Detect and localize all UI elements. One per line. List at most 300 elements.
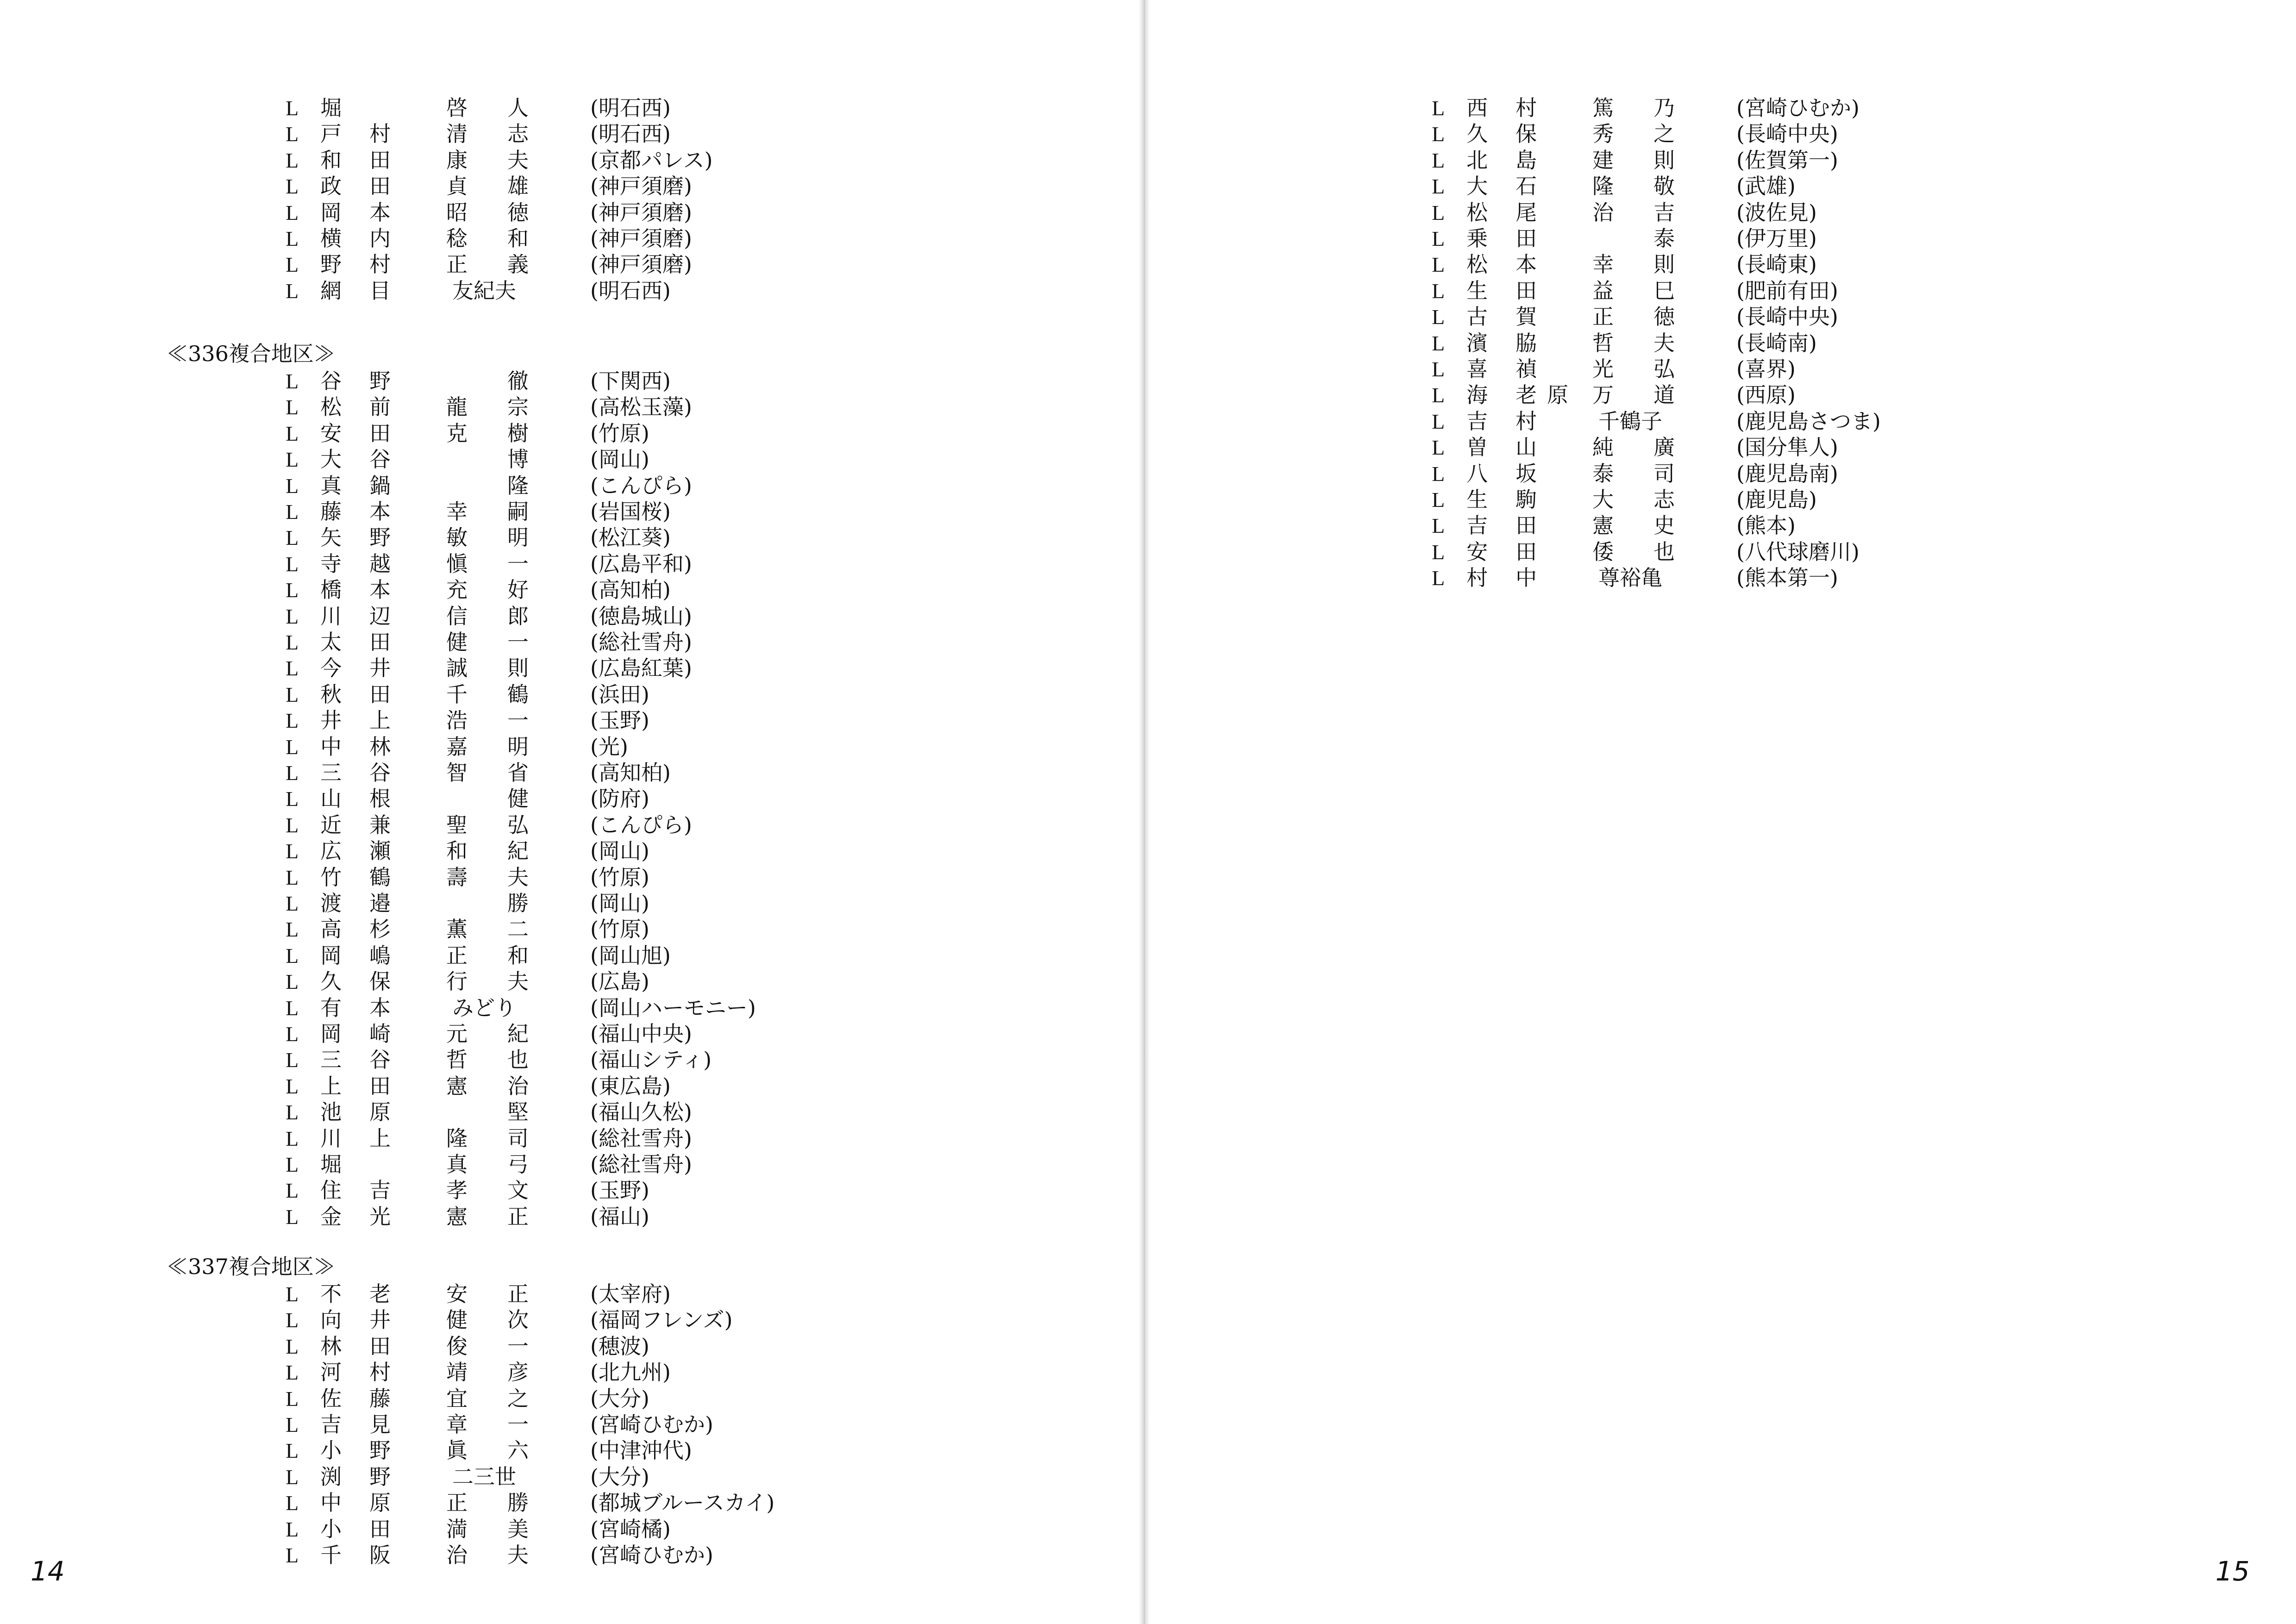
given-name-char: 秀 xyxy=(1592,121,1614,146)
surname-char: 井 xyxy=(369,1307,391,1332)
club-name: (東広島) xyxy=(590,1074,671,1099)
member-row xyxy=(286,394,1073,420)
given-name-char: 宜 xyxy=(446,1386,468,1411)
given-name-char: 益 xyxy=(1592,278,1614,303)
member-row xyxy=(1432,278,2219,304)
surname-char: 河 xyxy=(320,1360,342,1385)
club-name: (中津沖代) xyxy=(590,1438,692,1463)
surname-char: 秋 xyxy=(320,682,342,707)
surname-char: 広 xyxy=(320,838,342,863)
club-name: (福岡フレンズ) xyxy=(590,1307,733,1332)
surname-char: 田 xyxy=(1516,539,1537,564)
club-name: (岡山) xyxy=(590,891,649,916)
given-name-char: 彦 xyxy=(507,1360,529,1385)
surname-char: 上 xyxy=(369,708,391,733)
member-prefix-l xyxy=(1432,200,1445,226)
surname-char: 上 xyxy=(320,1074,342,1099)
given-name-char: 安 xyxy=(446,1281,468,1306)
member-row xyxy=(286,1333,1073,1359)
club-name: (神戸須磨) xyxy=(590,226,692,251)
surname-char: 見 xyxy=(369,1412,391,1437)
member-row xyxy=(1432,356,2219,382)
surname-char: 本 xyxy=(369,995,391,1020)
member-row xyxy=(1432,382,2219,408)
member-prefix-l xyxy=(1432,434,1445,461)
club-name: (熊本) xyxy=(1736,513,1796,538)
given-name-char: 隆 xyxy=(1592,174,1614,199)
given-name-char: 俊 xyxy=(446,1334,468,1359)
surname-char: 喜 xyxy=(1466,356,1488,381)
district-heading: ≪336複合地区≫ xyxy=(167,341,335,366)
member-prefix-l xyxy=(286,1490,299,1516)
given-name-char: 夫 xyxy=(507,969,529,994)
given-name-char: 貞 xyxy=(446,174,468,199)
surname-char: 原 xyxy=(1547,382,1568,407)
surname-char: 中 xyxy=(1516,565,1537,590)
surname-char: 瀬 xyxy=(369,838,391,863)
given-name-char: 満 xyxy=(446,1517,468,1542)
member-row xyxy=(286,812,1073,838)
surname-char: 有 xyxy=(320,995,342,1020)
member-row xyxy=(1432,251,2219,277)
member-row xyxy=(286,147,1073,173)
member-row xyxy=(1432,565,2219,591)
given-name-char: 健 xyxy=(446,630,468,655)
member-prefix-l xyxy=(286,525,299,551)
given-name-char: 健 xyxy=(446,1307,468,1332)
member-prefix-l xyxy=(286,251,299,278)
given-name-char: 二 xyxy=(507,917,529,942)
given-name-char: 千 xyxy=(446,682,468,707)
club-name: (福山シティ) xyxy=(590,1047,712,1072)
surname-char: 吉 xyxy=(1466,513,1488,538)
given-name-char: 倭 xyxy=(1592,539,1614,564)
given-name-char: 鶴 xyxy=(507,682,529,707)
club-name: (広島平和) xyxy=(590,551,692,576)
member-row xyxy=(1432,539,2219,565)
surname-char: 久 xyxy=(1466,121,1488,146)
surname-char: 村 xyxy=(369,1360,391,1385)
club-name: (長崎東) xyxy=(1736,252,1817,277)
given-name-char: 憲 xyxy=(446,1204,468,1229)
surname-char: 吉 xyxy=(1466,409,1488,434)
surname-char: 林 xyxy=(369,734,391,759)
member-row xyxy=(286,1516,1073,1542)
member-row xyxy=(1432,121,2219,147)
page-number-right: 15 xyxy=(2215,1555,2250,1587)
member-row xyxy=(286,577,1073,603)
member-prefix-l xyxy=(286,1464,299,1490)
surname-char: 嶋 xyxy=(369,943,391,968)
member-prefix-l xyxy=(1432,565,1445,591)
member-row xyxy=(286,681,1073,707)
member-row xyxy=(286,1464,1073,1490)
member-prefix-l xyxy=(286,1047,299,1073)
member-prefix-l xyxy=(286,916,299,943)
member-prefix-l xyxy=(286,1333,299,1360)
member-row xyxy=(286,473,1073,499)
surname-char: 鍋 xyxy=(369,473,391,498)
member-row xyxy=(286,838,1073,864)
member-row xyxy=(286,525,1073,550)
surname-char: 太 xyxy=(320,630,342,655)
member-row xyxy=(286,1437,1073,1463)
club-name: (高松玉藻) xyxy=(590,394,692,419)
surname-char: 原 xyxy=(369,1490,391,1515)
surname-char: 今 xyxy=(320,656,342,681)
member-prefix-l xyxy=(1432,539,1445,565)
given-name-char: 隆 xyxy=(507,473,529,498)
member-prefix-l xyxy=(286,95,299,121)
given-name-char: 之 xyxy=(1653,121,1675,146)
given-name-char: 正 xyxy=(446,1490,468,1515)
given-name-char: 和 xyxy=(507,226,529,251)
member-prefix-l xyxy=(286,147,299,174)
given-name-char: 郎 xyxy=(507,604,529,629)
given-name-char: 健 xyxy=(507,786,529,811)
surname-char: 池 xyxy=(320,1099,342,1124)
surname-char: 堀 xyxy=(320,1152,342,1177)
given-name-char: 正 xyxy=(446,252,468,277)
surname-char: 古 xyxy=(1466,304,1488,329)
club-name: (大分) xyxy=(590,1386,649,1411)
club-name: (長崎中央) xyxy=(1736,304,1838,329)
surname-char: 久 xyxy=(320,969,342,994)
surname-char: 堀 xyxy=(320,95,342,120)
member-prefix-l xyxy=(286,1437,299,1464)
club-name: (下関西) xyxy=(590,369,671,394)
club-name: (福山久松) xyxy=(590,1099,692,1124)
surname-char: 本 xyxy=(369,499,391,524)
club-name: (こんぴら) xyxy=(590,473,692,498)
given-name-char: 志 xyxy=(1653,487,1675,512)
given-name-char: 元 xyxy=(446,1021,468,1046)
member-row xyxy=(1432,434,2219,460)
member-prefix-l xyxy=(1432,147,1445,174)
member-row xyxy=(286,1099,1073,1125)
club-name: (松江葵) xyxy=(590,525,671,550)
member-prefix-l xyxy=(1432,278,1445,304)
surname-char: 岡 xyxy=(320,1021,342,1046)
club-name: (穂波) xyxy=(590,1334,649,1359)
surname-char: 本 xyxy=(1516,252,1537,277)
club-name: (佐賀第一) xyxy=(1736,148,1838,173)
club-name: (岡山) xyxy=(590,838,649,863)
member-row xyxy=(1432,200,2219,225)
given-name-char: 道 xyxy=(1653,382,1675,407)
given-name-char: 紀 xyxy=(507,838,529,863)
member-row xyxy=(286,200,1073,225)
member-row xyxy=(286,121,1073,147)
given-name-char: 治 xyxy=(1592,200,1614,225)
member-prefix-l xyxy=(286,551,299,577)
member-prefix-l xyxy=(1432,461,1445,487)
surname-char: 田 xyxy=(369,148,391,173)
given-name-char: 乃 xyxy=(1653,95,1675,120)
given-name-char: 則 xyxy=(507,656,529,681)
surname-char: 岡 xyxy=(320,200,342,225)
member-row xyxy=(1432,225,2219,251)
given-name-char: 義 xyxy=(507,252,529,277)
member-row xyxy=(286,603,1073,629)
member-prefix-l xyxy=(1432,95,1445,121)
surname-char: 村 xyxy=(1516,409,1537,434)
club-name: (徳島城山) xyxy=(590,604,692,629)
club-name: (高知柏) xyxy=(590,577,671,602)
given-name-char: 堅 xyxy=(507,1099,529,1124)
member-prefix-l xyxy=(286,577,299,603)
club-name: (大分) xyxy=(590,1464,649,1489)
club-name: (鹿児島南) xyxy=(1736,461,1838,486)
district-heading: ≪337複合地区≫ xyxy=(167,1254,335,1279)
given-name-char: 敬 xyxy=(1653,174,1675,199)
club-name: (総社雪舟) xyxy=(590,630,692,655)
surname-char: 井 xyxy=(369,656,391,681)
member-prefix-l xyxy=(1432,225,1445,252)
surname-char: 野 xyxy=(369,1464,391,1489)
member-prefix-l xyxy=(286,1281,299,1307)
member-row xyxy=(286,1073,1073,1099)
surname-char: 渡 xyxy=(320,891,342,916)
page-gutter xyxy=(1139,0,1150,1624)
member-prefix-l xyxy=(286,943,299,969)
surname-char: 佐 xyxy=(320,1386,342,1411)
given-name-char: 建 xyxy=(1592,148,1614,173)
member-prefix-l xyxy=(286,1516,299,1543)
surname-char: 安 xyxy=(320,421,342,446)
member-row xyxy=(286,1125,1073,1151)
member-row xyxy=(1432,461,2219,487)
member-prefix-l xyxy=(286,1177,299,1204)
club-name: (宮崎ひむか) xyxy=(590,1543,713,1568)
club-name: (西原) xyxy=(1736,382,1796,407)
given-name-char: 人 xyxy=(507,95,529,120)
club-name: (浜田) xyxy=(590,682,649,707)
member-row xyxy=(286,707,1073,733)
member-prefix-l xyxy=(286,603,299,630)
club-name: (こんぴら) xyxy=(590,812,692,837)
given-name-char: 康 xyxy=(446,148,468,173)
given-name-char: 和 xyxy=(507,943,529,968)
club-name: (高知柏) xyxy=(590,760,671,785)
given-name-char: 徹 xyxy=(507,369,529,394)
member-row xyxy=(1432,408,2219,434)
surname-char: 目 xyxy=(369,278,391,303)
given-name-char: 則 xyxy=(1653,252,1675,277)
member-prefix-l xyxy=(286,629,299,656)
club-name: (岩国桜) xyxy=(590,499,671,524)
member-prefix-l xyxy=(286,968,299,995)
given-name-char: 眞 xyxy=(446,1438,468,1463)
surname-char: 谷 xyxy=(320,369,342,394)
member-prefix-l xyxy=(286,1307,299,1333)
surname-char: 崎 xyxy=(369,1021,391,1046)
member-prefix-l xyxy=(286,1099,299,1125)
member-row xyxy=(1432,147,2219,173)
member-row xyxy=(286,943,1073,968)
surname-char: 谷 xyxy=(369,447,391,472)
given-name-char: 一 xyxy=(507,551,529,576)
surname-char: 網 xyxy=(320,278,342,303)
club-name: (明石西) xyxy=(590,95,671,120)
given-name-char: 正 xyxy=(507,1204,529,1229)
club-name: (玉野) xyxy=(590,708,649,733)
surname-char: 田 xyxy=(369,174,391,199)
member-prefix-l xyxy=(286,707,299,734)
member-prefix-l xyxy=(286,838,299,864)
surname-char: 賀 xyxy=(1516,304,1537,329)
club-name: (竹原) xyxy=(590,421,649,446)
member-row xyxy=(286,916,1073,942)
surname-char: 田 xyxy=(1516,513,1537,538)
surname-char: 竹 xyxy=(320,865,342,890)
given-name-char: 稔 xyxy=(446,226,468,251)
surname-char: 坂 xyxy=(1516,461,1537,486)
given-name-char: 司 xyxy=(1653,461,1675,486)
surname-char: 渕 xyxy=(320,1464,342,1489)
surname-char: 吉 xyxy=(320,1412,342,1437)
surname-char: 真 xyxy=(320,473,342,498)
club-name: (岡山) xyxy=(590,447,649,472)
surname-char: 田 xyxy=(369,421,391,446)
member-row xyxy=(286,1021,1073,1047)
surname-char: 島 xyxy=(1516,148,1537,173)
given-name-char: 憲 xyxy=(1592,513,1614,538)
given-name-char: 志 xyxy=(507,121,529,146)
member-row xyxy=(1432,304,2219,330)
club-name: (太宰府) xyxy=(590,1281,671,1306)
member-row xyxy=(286,95,1073,121)
given-name-char: 龍 xyxy=(446,394,468,419)
club-name: (岡山旭) xyxy=(590,943,671,968)
member-prefix-l xyxy=(286,1359,299,1386)
member-row xyxy=(286,1204,1073,1230)
member-prefix-l xyxy=(286,655,299,681)
club-name: (京都パレス) xyxy=(590,148,713,173)
member-prefix-l xyxy=(1432,408,1445,435)
member-prefix-l xyxy=(1432,173,1445,200)
given-name-char: 明 xyxy=(507,525,529,550)
surname-char: 禎 xyxy=(1516,356,1537,381)
member-prefix-l xyxy=(286,1125,299,1152)
member-row xyxy=(1432,173,2219,199)
surname-char: 田 xyxy=(369,1334,391,1359)
member-prefix-l xyxy=(286,499,299,525)
given-name-char: 弘 xyxy=(507,812,529,837)
given-name-char: 浩 xyxy=(446,708,468,733)
club-name: (熊本第一) xyxy=(1736,565,1838,590)
surname-char: 前 xyxy=(369,394,391,419)
member-prefix-l xyxy=(286,446,299,473)
surname-char: 保 xyxy=(1516,121,1537,146)
member-prefix-l xyxy=(1432,512,1445,539)
given-name-char: 正 xyxy=(507,1281,529,1306)
given-name-char: 智 xyxy=(446,760,468,785)
surname-char: 戸 xyxy=(320,121,342,146)
surname-char: 老 xyxy=(369,1281,391,1306)
given-name-char: 博 xyxy=(507,447,529,472)
given-name-char: 泰 xyxy=(1592,461,1614,486)
surname-char: 田 xyxy=(369,1074,391,1099)
given-name-char: 一 xyxy=(507,708,529,733)
surname-char: 住 xyxy=(320,1178,342,1203)
member-row xyxy=(1432,487,2219,512)
given-name-char: 幸 xyxy=(1592,252,1614,277)
surname-char: 政 xyxy=(320,174,342,199)
given-name-char: 大 xyxy=(1592,487,1614,512)
surname-char: 兼 xyxy=(369,812,391,837)
club-name: (明石西) xyxy=(590,121,671,146)
member-prefix-l xyxy=(286,995,299,1021)
surname-char: 松 xyxy=(1466,200,1488,225)
club-name: (宮崎ひむか) xyxy=(590,1412,713,1437)
club-name: (広島) xyxy=(590,969,649,994)
member-prefix-l xyxy=(286,1542,299,1568)
member-row xyxy=(286,1359,1073,1385)
member-row xyxy=(286,968,1073,994)
member-prefix-l xyxy=(286,786,299,812)
surname-char: 中 xyxy=(320,734,342,759)
club-name: (岡山ハーモニー) xyxy=(590,995,756,1020)
given-name-char: 省 xyxy=(507,760,529,785)
member-row xyxy=(286,251,1073,277)
member-prefix-l xyxy=(286,760,299,786)
given-name-char: 克 xyxy=(446,421,468,446)
given-name-char: 樹 xyxy=(507,421,529,446)
surname-char: 田 xyxy=(1516,278,1537,303)
club-name: (明石西) xyxy=(590,278,671,303)
surname-char: 老 xyxy=(1516,382,1537,407)
member-row xyxy=(1432,330,2219,356)
member-row xyxy=(286,995,1073,1021)
given-name-char: 美 xyxy=(507,1517,529,1542)
club-name: (伊万里) xyxy=(1736,226,1817,251)
surname-char: 山 xyxy=(320,786,342,811)
club-name: (喜界) xyxy=(1736,356,1796,381)
surname-char: 千 xyxy=(320,1543,342,1568)
surname-char: 林 xyxy=(320,1334,342,1359)
member-prefix-l xyxy=(286,1021,299,1047)
member-row xyxy=(286,760,1073,786)
member-prefix-l xyxy=(286,278,299,304)
given-name-char: 六 xyxy=(507,1438,529,1463)
given-name-char: 勝 xyxy=(507,891,529,916)
surname-char: 西 xyxy=(1466,95,1488,120)
surname-char: 生 xyxy=(1466,487,1488,512)
surname-char: 金 xyxy=(320,1204,342,1229)
member-prefix-l xyxy=(286,1151,299,1178)
given-name-char: 泰 xyxy=(1653,226,1675,251)
surname-char: 吉 xyxy=(369,1178,391,1203)
surname-char: 野 xyxy=(320,252,342,277)
given-name-char: 治 xyxy=(446,1543,468,1568)
member-row xyxy=(286,655,1073,681)
member-row xyxy=(286,278,1073,304)
given-name-char: 文 xyxy=(507,1178,529,1203)
surname-char: 脇 xyxy=(1516,331,1537,356)
given-name-char: 誠 xyxy=(446,656,468,681)
member-prefix-l xyxy=(286,864,299,891)
surname-char: 藤 xyxy=(320,499,342,524)
surname-char: 北 xyxy=(1466,148,1488,173)
given-name-char: 夫 xyxy=(1653,331,1675,356)
page-number-left: 14 xyxy=(31,1555,65,1587)
member-prefix-l xyxy=(1432,121,1445,147)
surname-char: 原 xyxy=(369,1099,391,1124)
surname-char: 三 xyxy=(320,1047,342,1072)
given-name-char: 幸 xyxy=(446,499,468,524)
given-name-char: 正 xyxy=(1592,304,1614,329)
